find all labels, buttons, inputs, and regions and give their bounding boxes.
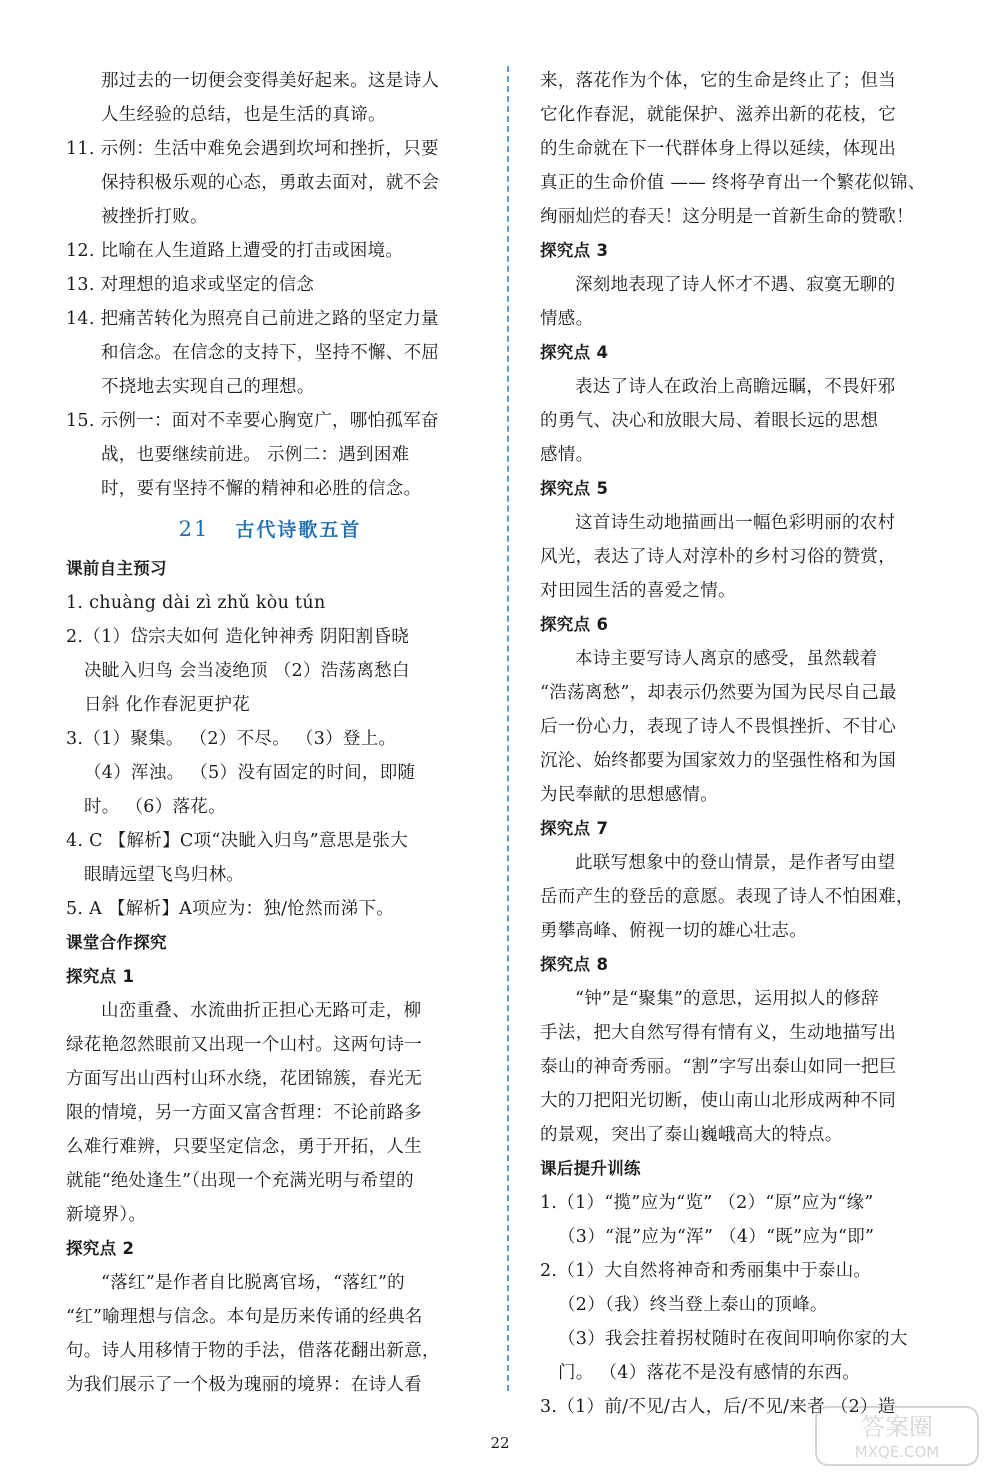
text-line: 真正的生命价值 —— 终将孕育出一个繁花似锦、 [540, 173, 926, 193]
text-line: “落红”是作者自比脱离官场，“落红”的 [101, 1273, 405, 1293]
text-line: 它化作春泥，就能保护、滋养出新的花枝，它 [540, 105, 896, 125]
text-line: 5. A 【解析】A项应为：独/怆然而涕下。 [66, 899, 395, 919]
page-number: 22 [490, 1434, 510, 1452]
section-heading: 课后提升训练 [540, 1159, 641, 1178]
text-line: 1. chuàng dài zì zhǔ kòu tún [66, 593, 326, 613]
text-line: 限的情境，另一方面又富含哲理：不论前路多 [66, 1103, 422, 1123]
text-line: 感情。 [540, 445, 594, 465]
text-line: 眼睛远望飞鸟归林。 [84, 865, 245, 885]
text-line: （3）我会拄着拐杖随时在夜间叩响你家的大 [558, 1329, 908, 1349]
text-line: 决眦入归鸟 会当凌绝顶 （2）浩荡离愁白 [84, 661, 410, 681]
text-line: 2.（1）大自然将神奇和秀丽集中于泰山。 [540, 1261, 872, 1281]
text-line: （3）“混”应为“浑” （4）“既”应为“即” [558, 1227, 875, 1247]
text-line: 本诗主要写诗人离京的感受，虽然载着 [575, 649, 878, 669]
text-line: 时。 （6）落花。 [84, 797, 226, 817]
right-column [540, 64, 944, 1424]
text-line: 此联写想象中的登山情景，是作者写由望 [575, 853, 896, 873]
text-line: 深刻地表现了诗人怀才不遇、寂寞无聊的 [575, 275, 896, 295]
text-line: 新境界）。 [66, 1205, 147, 1225]
watermark-logo [812, 1403, 982, 1469]
text-line: 勇攀高峰、俯视一切的雄心壮志。 [540, 921, 807, 941]
text-line: 被挫折打败。 [101, 207, 208, 227]
section-number: 21 [178, 517, 210, 541]
section-heading: 课堂合作探究 [66, 933, 167, 952]
section-heading: 探究点 7 [540, 819, 609, 838]
text-line: 12. 比喻在人生道路上遭受的打击或困境。 [66, 241, 404, 261]
text-line: 大的刀把阳光切断，使山南山北形成两种不同 [540, 1091, 896, 1111]
column-divider [507, 66, 509, 1391]
text-line: 门。 （4）落花不是没有感情的东西。 [558, 1363, 861, 1383]
text-line: 方面写出山西村山环水绕，花团锦簇，春光无 [66, 1069, 422, 1089]
text-line: 沉沦、始终都要为国家效力的坚强性格和为国 [540, 751, 896, 771]
text-line: 来，落花作为个体，它的生命是终止了；但当 [540, 71, 896, 91]
text-line: 日斜 化作春泥更护花 [84, 695, 251, 715]
text-line: 的生命就在下一代群体身上得以延续，体现出 [540, 139, 896, 159]
section-heading: 探究点 2 [66, 1239, 135, 1258]
text-line: 对田园生活的喜爱之情。 [540, 581, 736, 601]
text-line: 风光，表达了诗人对淳朴的乡村习俗的赞赏， [540, 547, 896, 567]
section-heading: 探究点 8 [540, 955, 609, 974]
text-line: 和信念。在信念的支持下，坚持不懈、不屈 [101, 343, 440, 363]
text-line: “红”喻理想与信念。本句是历来传诵的经典名 [66, 1307, 423, 1327]
text-line: 这首诗生动地描画出一幅色彩明丽的农村 [575, 513, 896, 533]
text-line: 13. 对理想的追求或坚定的信念 [66, 275, 315, 295]
text-line: 山峦重叠、水流曲折正担心无路可走，柳 [101, 1001, 422, 1021]
text-line: 为民奉献的思想感情。 [540, 785, 718, 805]
text-line: （2）（我）终当登上泰山的顶峰。 [558, 1295, 828, 1315]
text-line: 那过去的一切便会变得美好起来。这是诗人 [101, 71, 440, 91]
text-line: “钟”是“聚集”的意思，运用拟人的修辞 [575, 989, 879, 1009]
section-heading: 探究点 5 [540, 479, 609, 498]
section-heading: 探究点 4 [540, 343, 609, 362]
text-line: 15. 示例一：面对不幸要心胸宽广，哪怕孤军奋 [66, 411, 439, 431]
text-line: 2.（1）岱宗夫如何 造化钟神秀 阴阳割昏晓 [66, 627, 410, 647]
text-line: “浩荡离愁”，却表示仍然要为国为民尽自己最 [540, 683, 897, 703]
text-line: 保持积极乐观的心态，勇敢去面对，就不会 [101, 173, 440, 193]
text-line: 3.（1）前/不见/古人，后/不见/来者 （2）造 [540, 1397, 896, 1417]
text-line: 14. 把痛苦转化为照亮自己前进之路的坚定力量 [66, 309, 439, 329]
text-line: 4. C 【解析】C项“决眦入归鸟”意思是张大 [66, 831, 408, 851]
text-line: 手法，把大自然写得有情有义，生动地描写出 [540, 1023, 896, 1043]
section-heading: 探究点 6 [540, 615, 609, 634]
text-line: 时，要有坚持不懈的精神和必胜的信念。 [101, 479, 422, 499]
section-title-text: 古代诗歌五首 [235, 519, 362, 541]
left-column [66, 64, 474, 1402]
text-line: 的景观，突出了泰山巍峨高大的特点。 [540, 1125, 843, 1145]
text-line: 泰山的神奇秀丽。“割”字写出泰山如同一把巨 [540, 1057, 897, 1077]
text-line: 绿花艳忽然眼前又出现一个山村。这两句诗一 [66, 1035, 422, 1055]
text-line: 不挠地去实现自己的理想。 [101, 377, 315, 397]
text-line: 战，也要继续前进。 示例二：遇到困难 [101, 445, 410, 465]
text-line: 情感。 [540, 309, 594, 329]
svg-text:答案圈: 答案圈 [861, 1413, 933, 1441]
text-line: 1.（1）“揽”应为“览” （2）“原”应为“缘” [540, 1193, 874, 1213]
text-line: 人生经验的总结，也是生活的真谛。 [101, 105, 386, 125]
text-line: 3.（1）聚集。 （2）不尽。 （3）登上。 [66, 729, 397, 749]
text-line: 句。诗人用移情于物的手法，借落花翻出新意， [66, 1341, 440, 1361]
text-line: 岳而产生的登岳的意愿。表现了诗人不怕困难， [540, 887, 914, 907]
text-line: （4）浑浊。 （5）没有固定的时间，即随 [84, 763, 416, 783]
text-line: 就能“绝处逢生”（出现一个充满光明与希望的 [66, 1171, 414, 1191]
section-heading: 探究点 1 [66, 967, 135, 986]
text-line: 绚丽灿烂的春天！这分明是一首新生命的赞歌！ [540, 207, 914, 227]
svg-text:MXQE.COM: MXQE.COM [854, 1443, 940, 1461]
text-line: 为我们展示了一个极为瑰丽的境界：在诗人看 [66, 1375, 422, 1395]
text-line: 后一份心力，表现了诗人不畏惧挫折、不甘心 [540, 717, 896, 737]
text-line: 11. 示例：生活中难免会遇到坎坷和挫折，只要 [66, 139, 439, 159]
section-title [66, 506, 474, 552]
text-line: 的勇气、决心和放眼大局、着眼长远的思想 [540, 411, 879, 431]
text-line: 表达了诗人在政治上高瞻远瞩，不畏奸邪 [575, 377, 896, 397]
section-heading: 课前自主预习 [66, 559, 167, 578]
section-heading: 探究点 3 [540, 241, 609, 260]
text-line: 么难行难辨，只要坚定信念，勇于开拓，人生 [66, 1137, 422, 1157]
